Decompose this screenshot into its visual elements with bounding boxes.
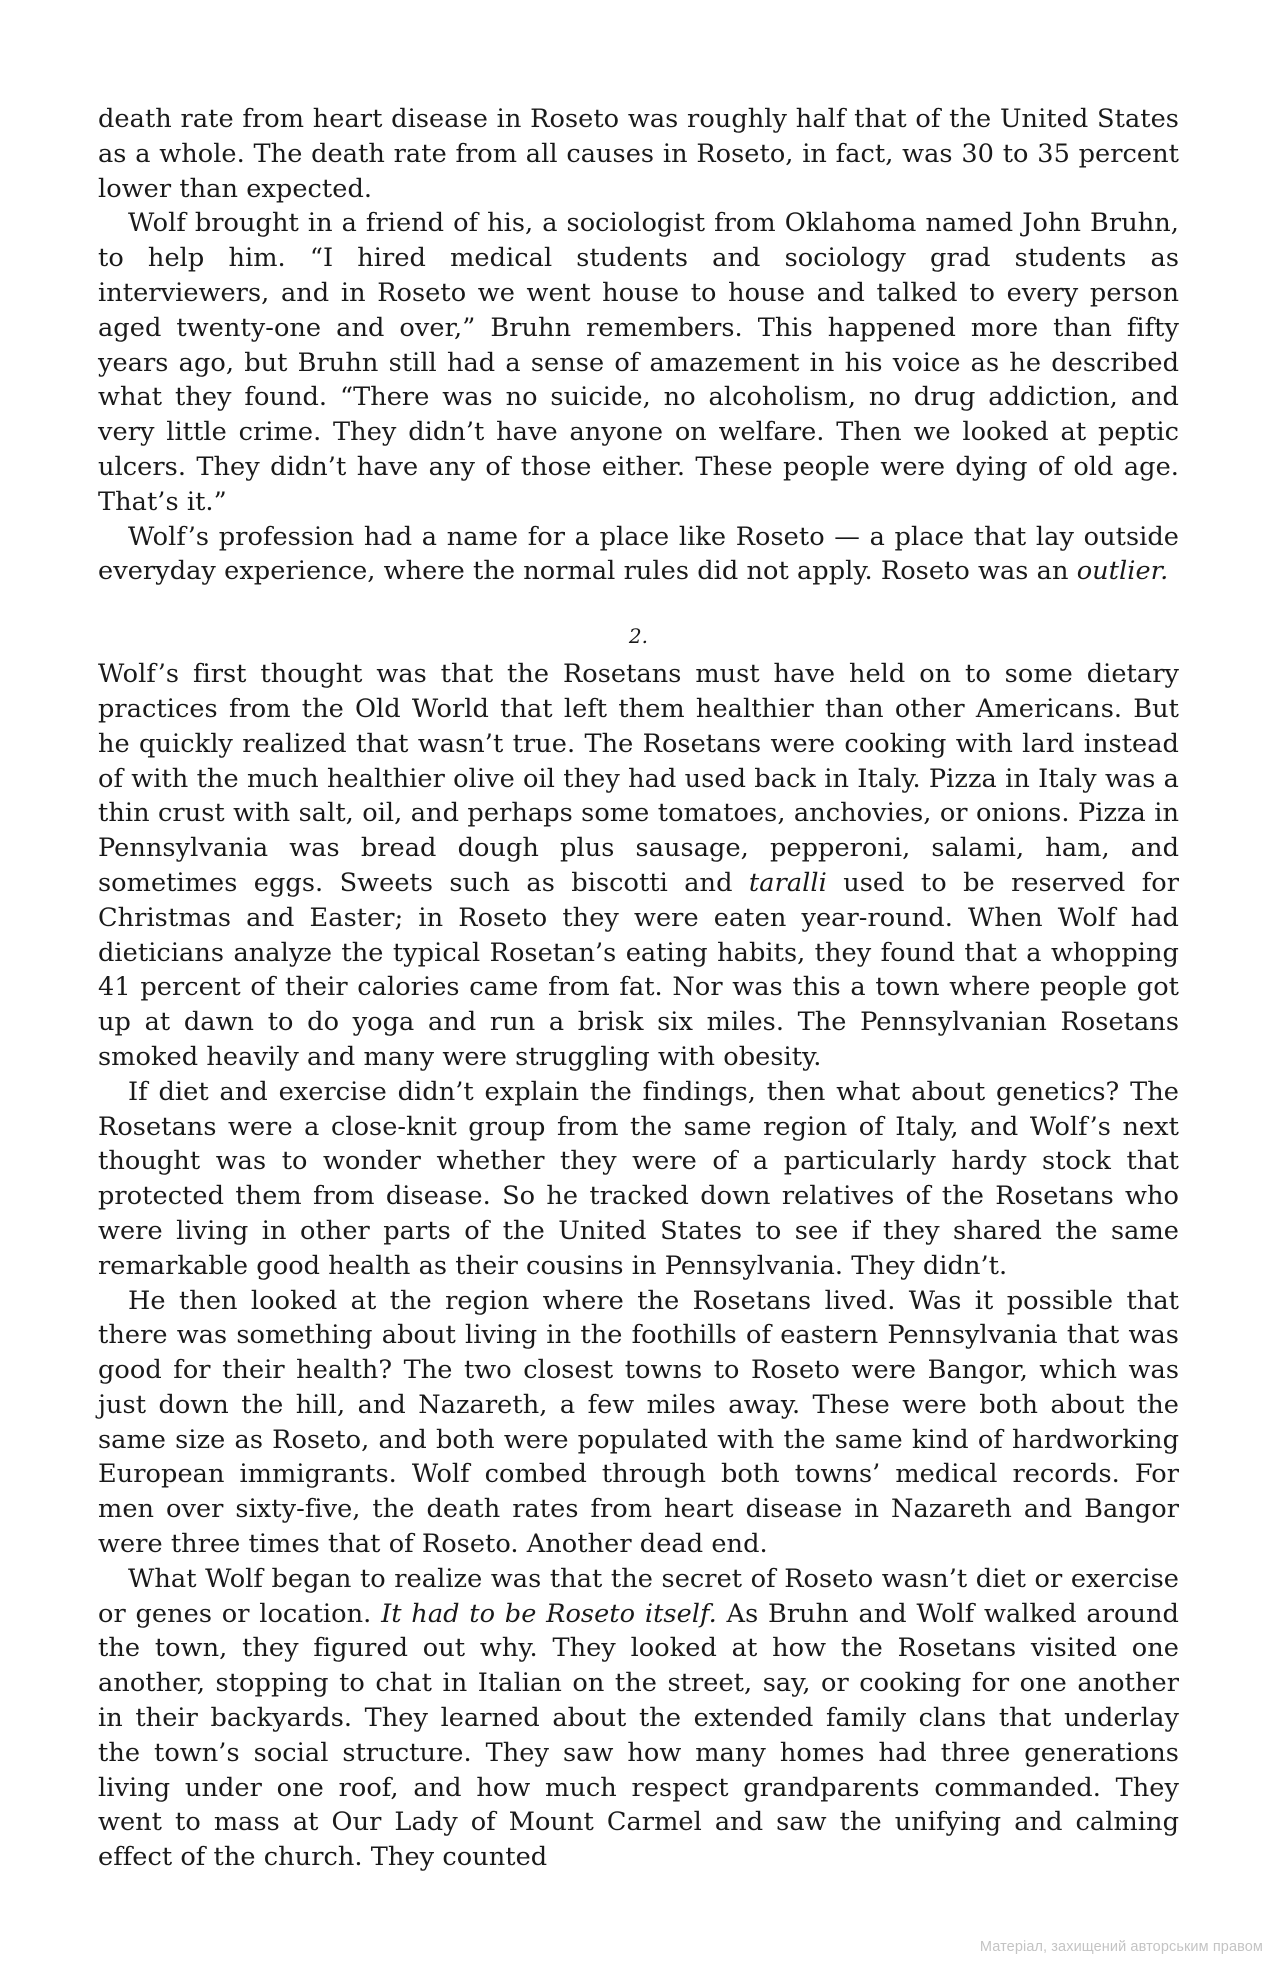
- text-segment: Wolf’s first thought was that the Rosetans must have held on to some dietary practices from the Old World that left them healthier than other Americans. But he quickly realized that wasn’t true. The Rosetans were cooking with lard instead of with the much healthier olive oil they had used back in Italy. Pizza in Italy was a thin crust with salt, oil, and perhaps some tomatoes, anchovies, or onions. Pizza in Pennsylvania was bread dough plus sausage, pepperoni, salami, ham, and sometimes eggs. Sweets such as biscotti and: [98, 659, 1179, 898]
- text-segment: Wolf’s profession had a name for a place like Roseto — a place that lay outside everyday experience, where the normal rules did not apply. Roseto was an: [98, 521, 1179, 587]
- text-segment: If diet and exercise didn’t explain the findings, then what about genetics? The Rosetans were a close-knit group from the same region of Italy, and Wolf’s next thought was to wonder whether they were of a particularly hardy stock that protected them from disease. So he tracked down relatives of the Rosetans who were living in other parts of the United States to see if they shared the same remarkable good health as their cousins in Pennsylvania. They didn’t.: [98, 1076, 1179, 1281]
- text-segment: used to be reserved for Christmas and Easter; in Roseto they were eaten year-round. When Wolf had dieticians analyze the typical Rosetan’s eating habits, they found that a whopping 41 percent of their calories came from fat. Nor was this a town where people got up at dawn to do yoga and run a brisk six miles. The Pennsylvanian Rosetans smoked heavily and many were struggling with obesity.: [98, 867, 1179, 1072]
- italic-segment: taralli: [748, 867, 827, 898]
- paragraph-2: [98, 206, 1179, 519]
- paragraph-1: [98, 102, 1179, 206]
- paragraph-3: [98, 520, 1179, 590]
- italic-segment: It had to be Roseto itself.: [381, 1598, 717, 1629]
- text-segment: He then looked at the region where the Rosetans lived. Was it possible that there was something about living in the foothills of eastern Pennsylvania that was good for their health? The two closest towns to Roseto were Bangor, which was just down the hill, and Nazareth, a few miles away. These were both about the same size as Roseto, and both were populated with the same kind of hardworking European immigrants. Wolf combed through both towns’ medical records. For men over sixty-five, the death rates from heart disease in Nazareth and Bangor were three times that of Roseto. Another dead end.: [98, 1285, 1179, 1560]
- paragraph-4: [98, 657, 1179, 1075]
- paragraph-7: [98, 1562, 1179, 1875]
- paragraph-5: [98, 1075, 1179, 1284]
- section-number: 2.: [628, 624, 649, 649]
- text-segment: death rate from heart disease in Roseto was roughly half that of the United States as a whole. The death rate from all causes in Roseto, in fact, was 30 to 35 percent lower than expected.: [98, 104, 1179, 204]
- text-segment: As Bruhn and Wolf walked around the town, they figured out why. They looked at how the Rosetans visited one another, stopping to chat in Italian on the street, say, or cooking for one another in their backyards. They learned about the extended family clans that underlay the town’s social structure. They saw how many homes had three generations living under one roof, and how much respect grandparents commanded. They went to mass at Our Lady of Mount Carmel and saw the unifying and calming effect of the church. They counted: [98, 1598, 1179, 1873]
- book-page: [98, 102, 1179, 1875]
- text-segment: What Wolf began to realize was that the secret of Roseto wasn’t diet or exercise or genes or location.: [98, 1563, 1179, 1629]
- text-segment: Wolf brought in a friend of his, a sociologist from Oklahoma named John Bruhn, to help him. “I hired medical students and sociology grad students as interviewers, and in Roseto we went house to house and talked to every person aged twenty-one and over,” Bruhn remembers. This happened more than fifty years ago, but Bruhn still had a sense of amazement in his voice as he described what they found. “There was no suicide, no alcoholism, no drug addiction, and very little crime. They didn’t have anyone on welfare. Then we looked at peptic ulcers. They didn’t have any of those either. These people were dying of old age. That’s it.”: [98, 208, 1179, 517]
- copyright-watermark: Матеріал, захищений авторським правом: [979, 1939, 1263, 1955]
- italic-segment: outlier.: [1076, 556, 1169, 587]
- paragraph-6: [98, 1284, 1179, 1562]
